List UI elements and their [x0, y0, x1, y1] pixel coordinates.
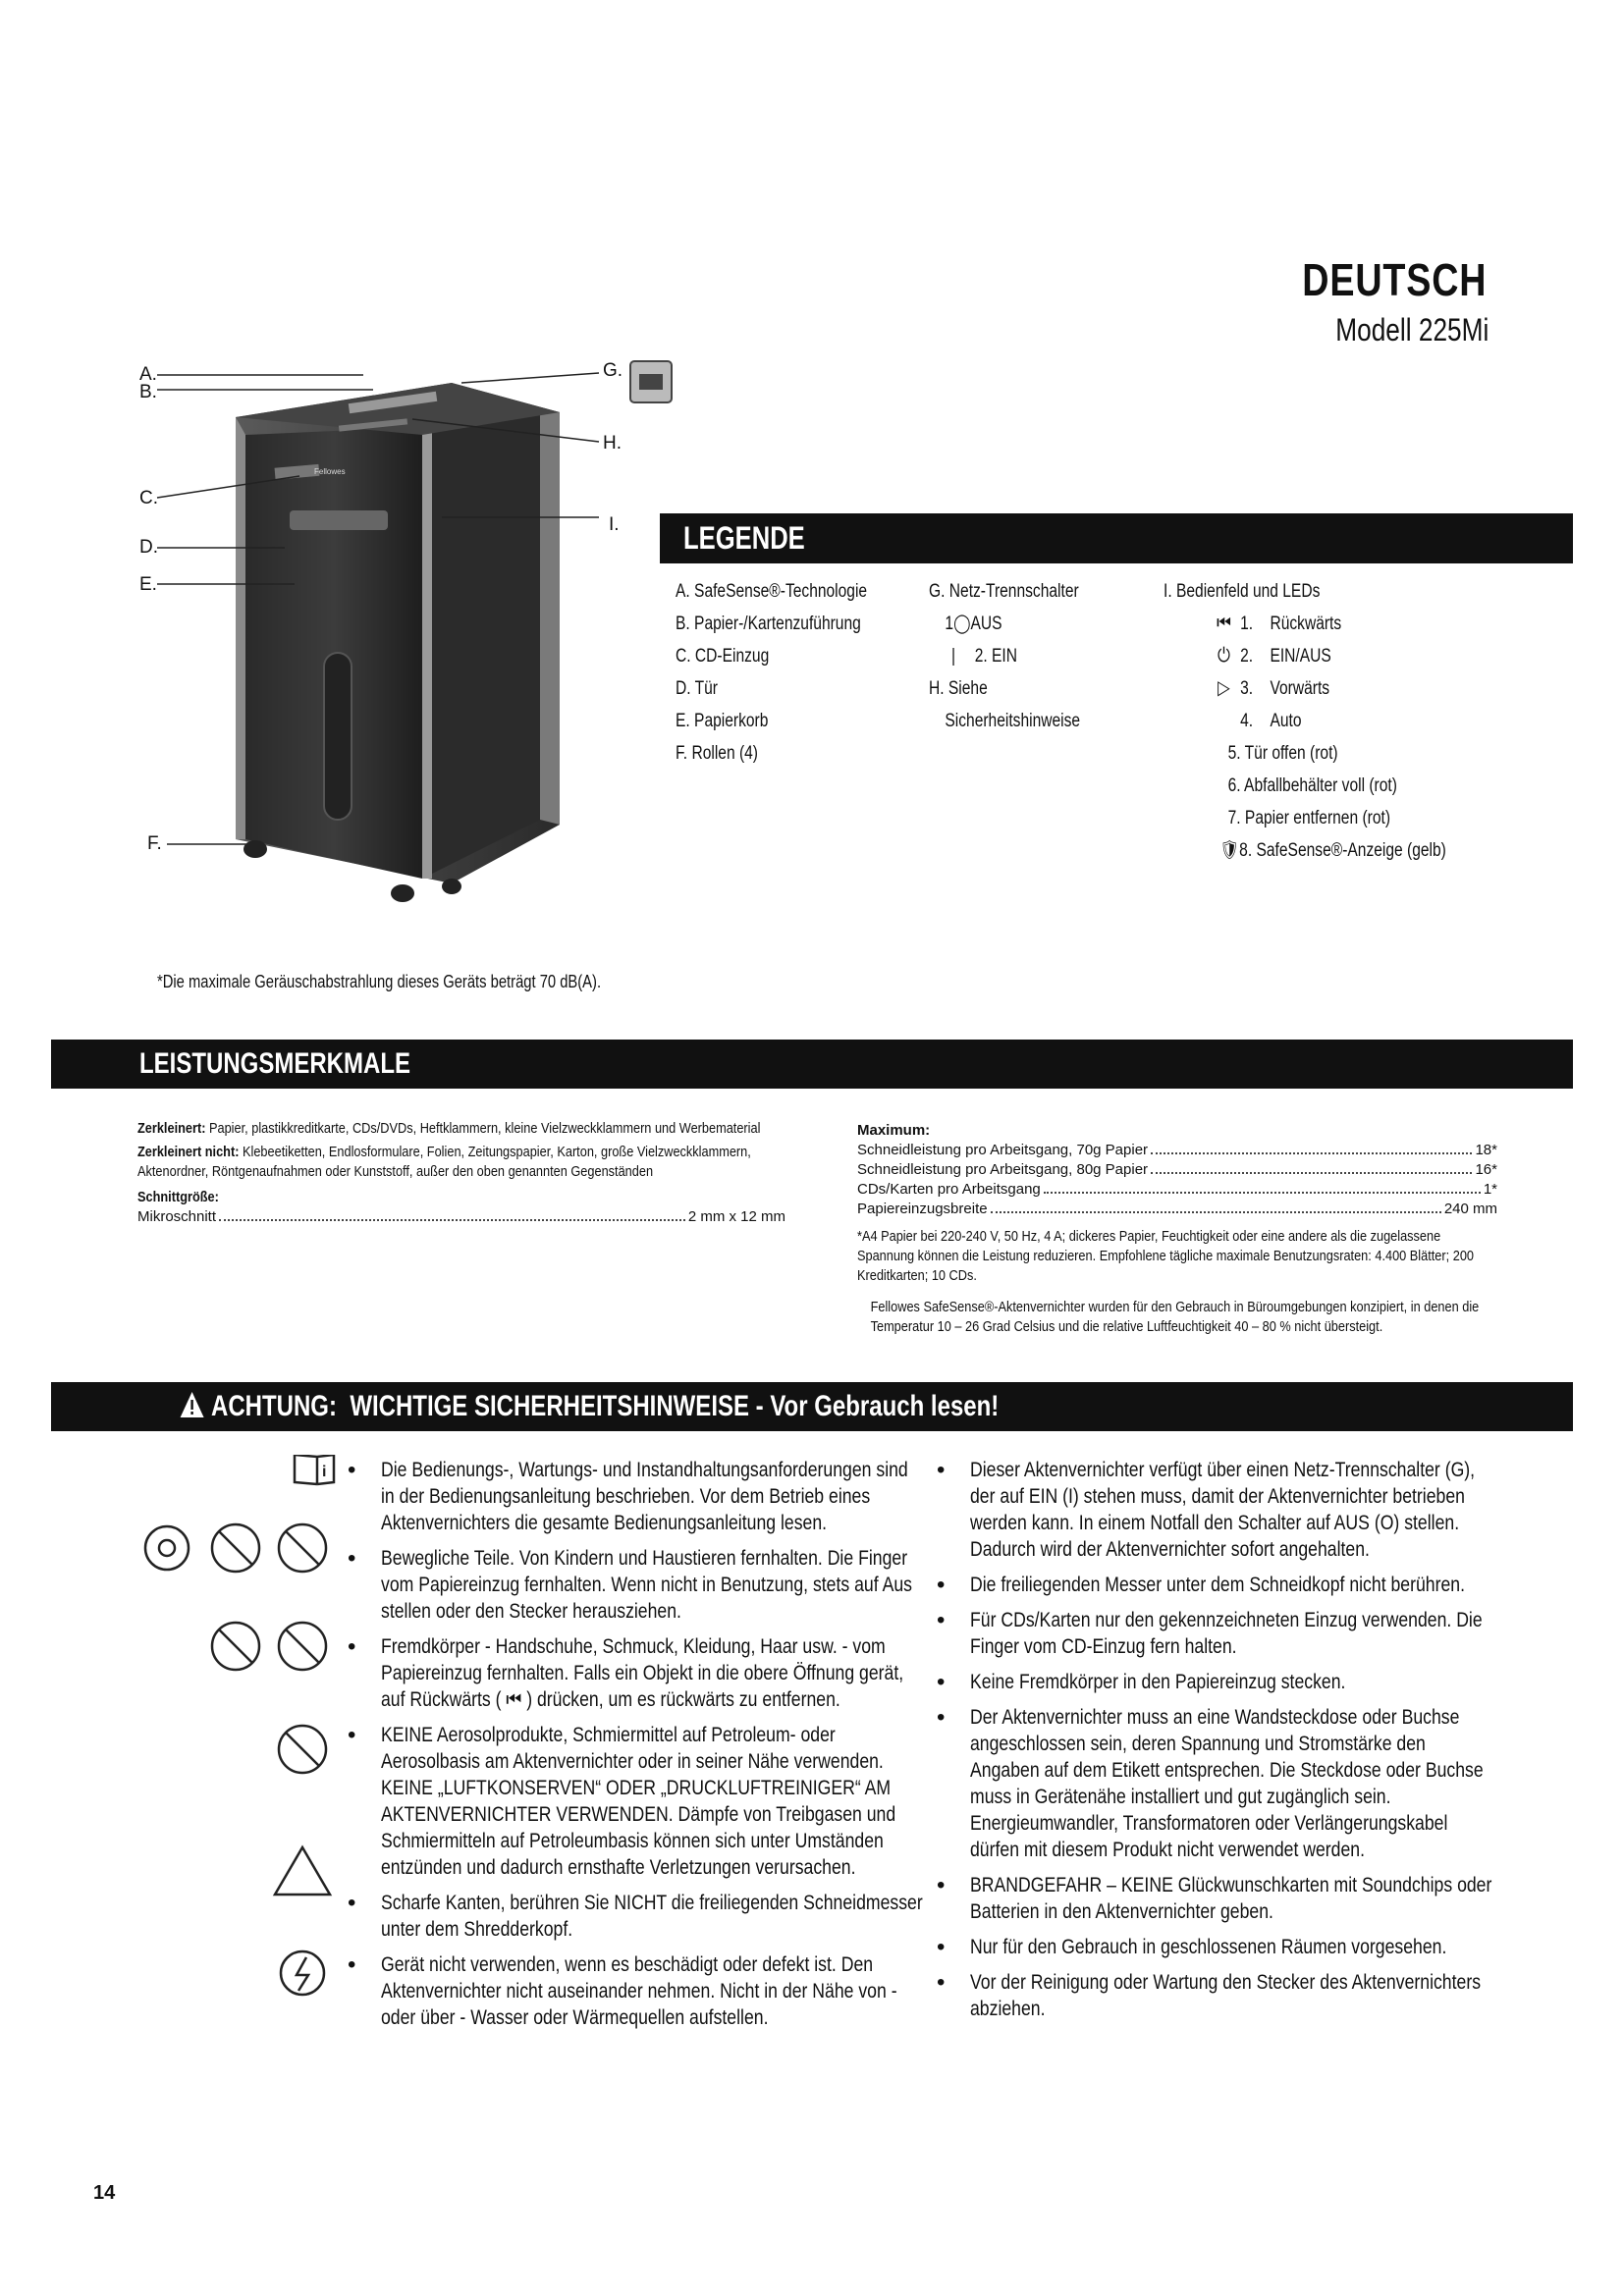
legend-item-g: G. Netz-Trennschalter: [929, 581, 1079, 602]
no-aerosol-icon: [279, 1726, 326, 1773]
legend-item-e: E. Papierkorb: [676, 711, 769, 731]
callout-a: A.: [139, 364, 157, 385]
safety-item: • Die freiliegenden Messer unter dem Schneidkopf nicht berühren.: [933, 1572, 1492, 1598]
safety-item: • Für CDs/Karten nur den gekennzeichneten Einzug verwenden. Die Finger vom CD-Einzug fern halten.: [933, 1607, 1492, 1660]
callout-c: C.: [139, 488, 158, 508]
legend-item-c: C. CD-Einzug: [676, 646, 770, 667]
no-children-icon: [212, 1524, 259, 1572]
not-shred-paragraph: Zerkleinert nicht: Klebeetiketten, Endlosformulare, Folien, Zeitungspapier, Karton, große Vielzweckklammern, Aktenordner, Röntgenaufnahmen oder Kunststoff, außer den oben genannten Gegenständen: [137, 1144, 751, 1180]
legend-item-d: D. Tür: [676, 678, 718, 699]
legend-header: LEGENDE: [660, 513, 1573, 563]
safety-item: • Dieser Aktenvernichter verfügt über einen Netz-Trennschalter (G), der auf EIN (I) stehen muss, damit der Aktenvernichter betrieben werden kann. In einem Notfall den Schalter auf AUS (O) stellen. Dadurch wird der Aktenvernichter sofort angehalten.: [933, 1457, 1492, 1563]
environment-note: Fellowes SafeSense®-Aktenvernichter wurden für den Gebrauch in Büroumgebungen konzipiert, in denen die Temperatur 10 – 26 Grad Celsius und die relative Luftfeuchtigkeit 40 – 80 % nicht übersteigt.: [870, 1299, 1480, 1335]
callout-i: I.: [609, 514, 620, 535]
brand-logo: Fellowes: [314, 467, 346, 476]
callout-e: E.: [139, 574, 157, 595]
moving-parts-icon: [145, 1526, 189, 1570]
footnote: *A4 Papier bei 220-240 V, 50 Hz, 4 A; dickeres Papier, Feuchtigkeit oder eine andere als die zugelassene Spannung können die Leistung reduzieren. Empfohlene tägliche maximale Benutzungsraten: 4.400 Blätter; 200 Kreditkarten; 10 CDs.: [857, 1228, 1475, 1284]
no-hair-icon: [279, 1623, 326, 1670]
warning-title: WICHTIGE SICHERHEITSHINWEISE - Vor Gebrauch lesen!: [350, 1390, 1000, 1422]
legend-item-i: I. Bedienfeld und LEDs: [1164, 581, 1321, 602]
cut-size-row: Mikroschnitt 2 mm x 12 mm: [137, 1208, 785, 1225]
safety-icons: [137, 1455, 344, 2044]
reverse-icon: ⏮: [1217, 613, 1231, 634]
svg-text:i: i: [322, 1464, 327, 1480]
safesense-icon: 🛡: [1219, 840, 1240, 861]
manual-icon: [295, 1455, 334, 1484]
sharp-edges-icon: [275, 1847, 330, 1895]
safety-item: • Scharfe Kanten, berühren Sie NICHT die freiliegenden Schneidmesser unter dem Shredderkopf.: [344, 1890, 923, 1943]
callout-f: F.: [147, 833, 162, 854]
legend-item-f: F. Rollen (4): [676, 743, 758, 764]
model-name: Modell 225Mi: [1334, 312, 1489, 347]
led-bin-full: 6. Abfallbehälter voll (rot): [1227, 775, 1397, 796]
forward-icon: ▷: [1218, 677, 1230, 699]
safety-item: • Gerät nicht verwenden, wenn es beschädigt oder defekt ist. Den Aktenvernichter nicht auseinander nehmen. Nicht in der Nähe von - oder über - Wasser oder Wärmequellen aufstellen.: [344, 1951, 923, 2031]
max-row: Papiereinzugsbreite 240 mm: [857, 1201, 1497, 1217]
legend-col-2: [929, 575, 1113, 737]
led-door-open: 5. Tür offen (rot): [1227, 743, 1338, 764]
legend-item-a: A. SafeSense®-Technologie: [676, 581, 868, 602]
callout-d: D.: [139, 537, 158, 558]
max-row: Schneidleistung pro Arbeitsgang, 80g Papier 16*: [857, 1161, 1497, 1178]
callout-b: B.: [139, 382, 157, 402]
control-reverse: ⏮ 1. Rückwärts: [1164, 608, 1446, 640]
callout-g: G.: [603, 360, 623, 381]
no-tie-icon: [212, 1623, 259, 1670]
performance-right: [857, 1121, 1497, 1337]
shreds-paragraph: Zerkleinert: Papier, plastikkreditkarte, CDs/DVDs, Heftklammern, kleine Vielzweckklammern und Werbematerial: [137, 1120, 761, 1137]
safety-item: • Fremdkörper - Handschuhe, Schmuck, Kleidung, Haar usw. - vom Papiereinzug fernhalten. Falls ein Objekt in die obere Öffnung gerät, auf Rückwärts ( ⏮ ) drücken, um es rückwärts zu entfernen.: [344, 1633, 923, 1713]
safety-item: • Die Bedienungs-, Wartungs- und Instandhaltungsanforderungen sind in der Bedienungsanleitung beschrieben. Vor dem Betrieb eines Aktenvernichters die gesamte Bedienungsanleitung lesen.: [344, 1457, 923, 1536]
max-row: Schneidleistung pro Arbeitsgang, 70g Papier 18*: [857, 1142, 1497, 1158]
legend-item-g-off: 1◯AUS: [929, 608, 1080, 640]
shredder-illustration: [128, 358, 717, 928]
led-paper-jam: 7. Papier entfernen (rot): [1227, 808, 1391, 828]
control-forward: ▷ 3. Vorwärts: [1164, 672, 1446, 705]
safety-list-left: [344, 1457, 923, 2040]
safety-item: • Bewegliche Teile. Von Kindern und Haustieren fernhalten. Die Finger vom Papiereinzug fernhalten. Wenn nicht in Benutzung, stets auf Aus stellen oder den Stecker herausziehen.: [344, 1545, 923, 1625]
language-title: DEUTSCH: [1301, 254, 1487, 305]
callout-h: H.: [603, 433, 622, 454]
control-power: ⏻ 2. EIN/AUS: [1164, 640, 1446, 672]
electric-shock-icon: [281, 1951, 324, 1995]
power-icon: ⏻: [1218, 645, 1230, 667]
safety-item: • Nur für den Gebrauch in geschlossenen Räumen vorgesehen.: [933, 1934, 1492, 1960]
safety-item: • Vor der Reinigung oder Wartung den Stecker des Aktenvernichters abziehen.: [933, 1969, 1492, 2022]
warning-triangle-icon: [179, 1390, 205, 1419]
cut-size-heading: Schnittgröße:: [137, 1189, 219, 1205]
safety-item: • BRANDGEFAHR – KEINE Glückwunschkarten mit Soundchips oder Batterien in den Aktenvernichter geben.: [933, 1872, 1492, 1925]
performance-left: [137, 1119, 785, 1227]
control-auto: 4. Auto: [1240, 711, 1302, 731]
legend-item-b: B. Papier-/Kartenzuführung: [676, 614, 861, 634]
legend-col-3: [1164, 575, 1508, 867]
maximum-heading: Maximum:: [857, 1122, 931, 1139]
no-pets-icon: [279, 1524, 326, 1572]
noise-note: *Die maximale Geräuschabstrahlung dieses Geräts beträgt 70 dB(A).: [157, 972, 602, 991]
safety-item: • KEINE Aerosolprodukte, Schmiermittel auf Petroleum- oder Aerosolbasis am Aktenvernichter oder in seiner Nähe verwenden. KEINE „LUFTKONSERVEN“ ODER „DRUCKLUFTREINIGER“ AM AKTENVERNICHTER VERWENDEN. Dämpfe von Treibgasen und Schmiermitteln auf Petroleumbasis können sich unter Umständen entzünden und dadurch ernsthafte Verletzungen verursachen.: [344, 1722, 923, 1881]
max-row: CDs/Karten pro Arbeitsgang 1*: [857, 1181, 1497, 1198]
legend-item-h2: Sicherheitshinweise: [945, 711, 1081, 731]
on-symbol: |: [950, 646, 956, 667]
safety-list-right: [933, 1457, 1492, 2031]
legend-item-g-on: | 2. EIN: [929, 640, 1080, 672]
safety-item: • Keine Fremdkörper in den Papiereinzug stecken.: [933, 1669, 1492, 1695]
warning-prefix: ACHTUNG:: [210, 1390, 337, 1422]
off-icon: 1◯: [945, 614, 971, 634]
warning-header: [51, 1382, 1573, 1431]
performance-header: LEISTUNGSMERKMALE: [51, 1040, 1573, 1089]
legend-col-1: [676, 575, 909, 770]
led-safesense: 🛡8. SafeSense®-Anzeige (gelb): [1219, 840, 1446, 861]
safety-item: • Der Aktenvernichter muss an eine Wandsteckdose oder Buchse angeschlossen sein, deren Spannung und Stromstärke den Angaben auf dem Etikett entsprechen. Die Steckdose oder Buchse muss in Gerätenähe installiert und gut zugänglich sein. Energieumwandler, Transformatoren oder Verlängerungskabel dürfen mit diesem Produkt nicht verwendet werden.: [933, 1704, 1492, 1863]
legend-item-h: H. Siehe: [929, 678, 988, 699]
page-number: 14: [93, 2182, 116, 2204]
